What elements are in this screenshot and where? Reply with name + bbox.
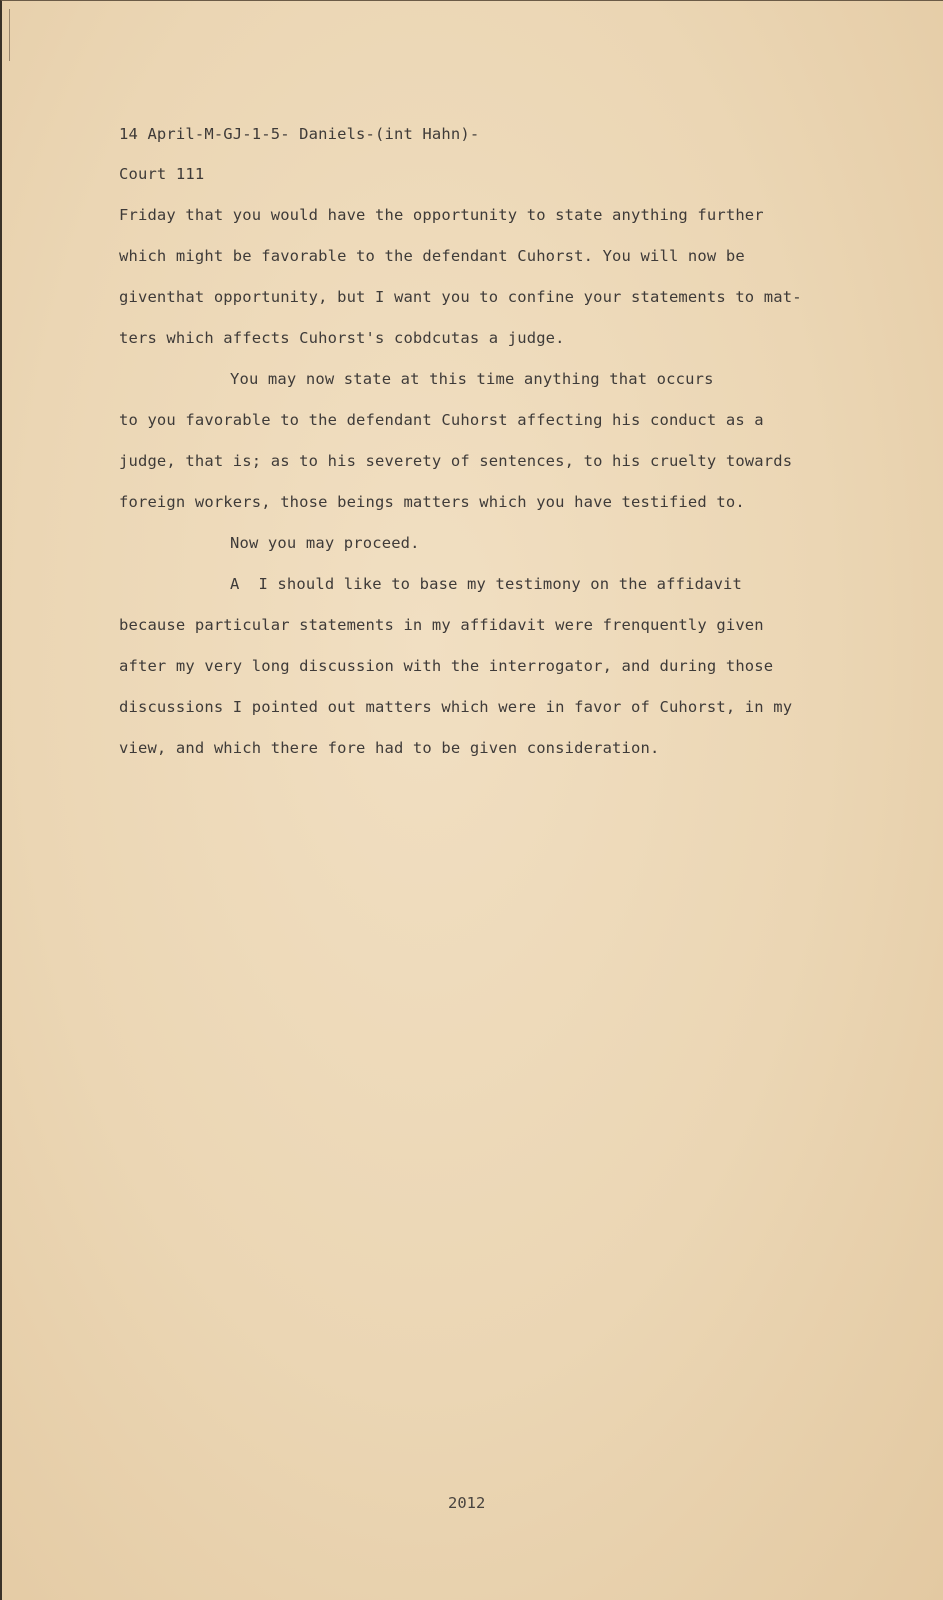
answer-line: view, and which there fore had to be given consideration. xyxy=(119,739,660,757)
text-line: Friday that you would have the opportunity to state anything further xyxy=(119,206,764,224)
text-line: judge, that is; as to his severety of sentences, to his cruelty towards xyxy=(119,452,793,470)
court-label: Court 111 xyxy=(119,165,205,183)
text-line: giventhat opportunity, but I want you to confine your statements to mat- xyxy=(119,288,802,306)
text-line: which might be favorable to the defendant Cuhorst. You will now be xyxy=(119,247,745,265)
answer-line: discussions I pointed out matters which were in favor of Cuhorst, in my xyxy=(119,698,793,716)
text-line: foreign workers, those beings matters which you have testified to. xyxy=(119,493,745,511)
text-line: to you favorable to the defendant Cuhorst affecting his conduct as a xyxy=(119,411,764,429)
answer-line: because particular statements in my affidavit were frenquently given xyxy=(119,616,764,634)
page-number: 2012 xyxy=(448,1494,486,1512)
text-line: You may now state at this time anything that occurs xyxy=(230,370,714,388)
transcript-header: 14 April-M-GJ-1-5- Daniels-(int Hahn)- xyxy=(119,125,480,143)
answer-line: after my very long discussion with the interrogator, and during those xyxy=(119,657,774,675)
text-line: ters which affects Cuhorst's cobdcutas a judge. xyxy=(119,329,565,347)
edge-mark xyxy=(9,9,10,61)
answer-line: A I should like to base my testimony on the affidavit xyxy=(230,575,743,593)
text-line: Now you may proceed. xyxy=(230,534,420,552)
